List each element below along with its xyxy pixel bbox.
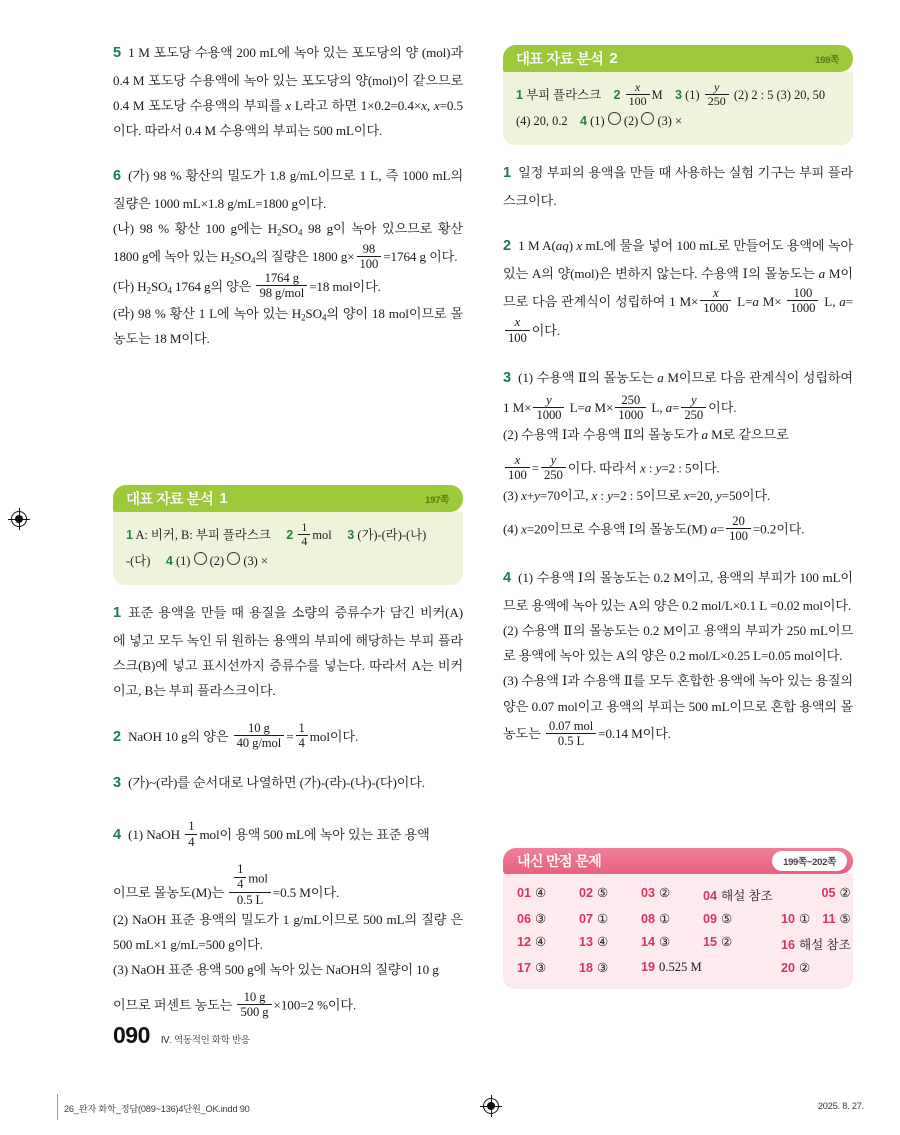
- answer-item: 05 ②: [821, 886, 851, 900]
- answer-number: 1: [126, 528, 134, 543]
- page-footer: [113, 1022, 250, 1049]
- answer-number: 3: [347, 528, 355, 543]
- panel-title: 내신 만점 문제: [517, 853, 602, 869]
- solution-block: [503, 233, 853, 345]
- answer-unit: mol: [312, 528, 332, 543]
- answer-item: 01 ④: [517, 886, 547, 900]
- solution-block: [503, 365, 853, 543]
- answer-item: 06 ③: [517, 912, 547, 926]
- fraction: $\frac{1}{4}$: [298, 521, 310, 549]
- answer-item: 09 ⑤: [703, 912, 733, 926]
- cross-mark-icon: ×: [675, 114, 683, 129]
- circle-mark-icon: [641, 112, 654, 125]
- answer-number: 3: [675, 88, 683, 103]
- solution-block: [113, 163, 463, 351]
- solution-text: (가)~(라)를 순서대로 나열하면 (가)-(라)-(나)-(다)이다.: [128, 774, 425, 790]
- panel-badge: 1: [219, 490, 228, 507]
- panel-page-ref: 199쪽~202쪽: [772, 851, 847, 871]
- panel-badge: 2: [609, 50, 618, 67]
- answer-item: 15 ②: [703, 935, 733, 949]
- solution-block: [113, 721, 463, 751]
- solution-text: (1) NaOH $\frac{1}{4}$ mol이 용액 500 mL에 녹아 있는 표준 용액 이므로 몰농도(M)는 $\frac{1}{4}$ mol 0.5 L =0.5 M이다. (2) NaOH 표준 용액의 밀도가 1 g/mL이므로 500 mL의 질량 은 500 mL×1 g/mL=500 g이다. (3) NaOH 표준 용액 500 g에 녹아 있는 NaOH의 질량이 10 g 이므로 퍼센트 농도는 $\frac{10 g}{500 g}$ ×100=2 %이다.: [113, 819, 463, 1020]
- solution-block: [503, 160, 853, 213]
- answer-item: 08 ①: [641, 912, 671, 926]
- answer-sub-label: (2) 2 : 5: [733, 88, 774, 103]
- data-analysis-panel-1: [113, 485, 463, 585]
- panel-title: 대표 자료 분석: [126, 492, 214, 508]
- answer-item: 20 ②: [781, 961, 811, 975]
- answer-item: 19 0.525 M: [641, 960, 702, 974]
- solution-text: 1 M 포도당 수용액 200 mL에 녹아 있는 포도당의 양 (mol)과 0.4 M 포도당 수용액에 녹아 있는 포도당의 양(mol)이 같으므로 0.4 M 포도당 수용액의 부피를 x L라고 하면 1×0.2=0.4×x, x=0.5이다. 따라서 0.4 M 수용액의 부피는 500 mL이다.: [113, 45, 463, 139]
- answer-sub-label: (2): [623, 114, 639, 129]
- solution-number: 1: [503, 165, 512, 181]
- answer-item: 13 ④: [579, 935, 609, 949]
- answer-sub-label: (3) 20, 50: [776, 88, 826, 103]
- answer-item: 10 ① 11 ⑤: [781, 912, 851, 926]
- data-analysis-panel-2: [503, 45, 853, 145]
- answer-item: 14 ③: [641, 935, 671, 949]
- answer-item: 17 ③: [517, 961, 547, 975]
- answer-value: A: 비커, B: 부피 플라스크: [135, 528, 271, 543]
- solution-block: [113, 770, 463, 798]
- panel-page-ref: 197쪽: [425, 494, 449, 506]
- solution-number: 5: [113, 45, 122, 61]
- solution-text: NaOH 10 g의 양은 $\frac{10 g}{\text{40 g/mol}}$ = $\frac{1}{4}$ mol이다.: [128, 721, 359, 751]
- cross-mark-icon: ×: [260, 554, 269, 569]
- answer-continuation: -(다): [126, 554, 151, 569]
- solution-block: [113, 819, 463, 1019]
- solution-number: 2: [503, 237, 512, 254]
- answer-sub-label: (2): [209, 554, 225, 569]
- answer-item: 04 해설 참조: [703, 889, 773, 903]
- fraction: $\frac{1}{4}$ mol 0.5 L: [229, 863, 271, 907]
- crop-tick-icon: [57, 1094, 58, 1120]
- answer-item: 03 ②: [641, 886, 671, 900]
- fraction: $\frac{10 g}{\text{40 g/mol}}$: [234, 721, 285, 750]
- panel-header: [113, 485, 463, 512]
- answer-grid: [517, 885, 851, 976]
- answer-item: 12 ④: [517, 935, 547, 949]
- chapter-title: Ⅳ. 역동적인 화학 반응: [160, 1035, 250, 1046]
- answer-sub-label: (3): [243, 554, 258, 569]
- panel-header: [503, 848, 853, 874]
- answer-value: (가)-(라)-(나): [357, 528, 427, 543]
- panel-title: 대표 자료 분석: [516, 52, 604, 68]
- solution-text: 표준 용액을 만들 때 용질을 소량의 증류수가 담긴 비커(A) 에 넣고 모두 녹인 뒤 원하는 용액의 부피에 해당하는 부피 플라스크(B)에 넣고 표시선까지 증류수를 넣는다. 따라서 A는 비커이고, B는 부피 플라스크이다.: [113, 605, 463, 699]
- answer-sub-label: (1): [685, 88, 700, 103]
- answer-number: 2: [613, 88, 621, 103]
- solution-text: 일정 부피의 용액을 만들 때 사용하는 실험 기구는 부피 플라스크이다.: [503, 165, 853, 208]
- solution-text: 1 M A(aq) x mL에 물을 넣어 100 mL로 만들어도 용액에 녹아 있는 A의 양(mol)은 변하지 않는다. 수용액 Ⅰ의 몰농도는 a M이므로 다음 관계식이 성립하여 1 M× $\frac{x}{1000}$ L=a M× $\frac{100}{1000}$ L, a= $\frac{x}{100}$ 이다.: [503, 237, 853, 345]
- solution-text: (가) 98 % 황산의 밀도가 1.8 g/mL이므로 1 L, 즉 1000 mL의 질량은 1000 mL×1.8 g/mL=1800 g이다. (나) 98 % 황산 100 g에는 $H_2SO_4$ 98 g이 녹아 있으므로 황산 1800 g에 녹아 있는 $H_2SO_4$의 질량은 1800 g× $\frac{98}{100}$ =1764 g 이다. (다) $H_2SO_4$ 1764 g의 양은 $\frac{1764 g}{\text{98 g/mol}}$ =18 mol이다. (라) 98 % 황산 1 L에 녹아 있는 $H_2SO_4$의 양이 18 mol이므로 몰농도는 18 M이다.: [113, 168, 464, 347]
- answer-number: 4: [580, 114, 588, 129]
- answer-sub-label: (1): [175, 554, 191, 569]
- solution-block: [113, 600, 463, 703]
- panel-body: [503, 72, 853, 145]
- solution-number: 4: [113, 827, 122, 844]
- left-column: [113, 40, 463, 365]
- fraction: $\frac{1}{4}$: [185, 819, 197, 848]
- print-filename: 26_완자 화학_정답(089~136)4단원_OK.indd 90: [64, 1104, 250, 1114]
- left-column-lower: [113, 600, 463, 1034]
- answer-item: 18 ③: [579, 961, 609, 975]
- panel-page-ref: 198쪽: [815, 54, 839, 66]
- solution-number: 1: [113, 605, 122, 621]
- circle-mark-icon: [608, 112, 621, 125]
- answer-sub-label: (3): [657, 114, 672, 129]
- circle-mark-icon: [194, 552, 207, 565]
- circle-mark-icon: [227, 552, 240, 565]
- fraction: $\frac{y}{250}$: [705, 81, 729, 109]
- answer-sub-label: (4) 20, 0.2: [516, 114, 568, 129]
- exam-problems-panel: [503, 848, 853, 989]
- fraction: $\frac{10 g}{500 g}$: [237, 990, 271, 1019]
- answer-number: 1: [516, 88, 524, 103]
- fraction: $\frac{x}{100}$: [626, 81, 650, 109]
- answer-item: 07 ①: [579, 912, 609, 926]
- print-date: 2025. 8. 27.: [817, 1101, 864, 1111]
- registration-mark-icon: [8, 508, 30, 530]
- answer-item: 02 ⑤: [579, 886, 609, 900]
- solution-number: 6: [113, 168, 122, 185]
- solution-block: [113, 40, 463, 143]
- answer-number: 4: [165, 554, 173, 569]
- answer-number: 2: [286, 528, 294, 543]
- page-number: 090: [113, 1022, 150, 1048]
- solution-number: 3: [113, 774, 122, 791]
- panel-body: [113, 512, 463, 585]
- print-info-bar: [0, 1098, 900, 1120]
- solution-number: 3: [503, 369, 512, 386]
- solution-text: (1) 수용액 Ⅱ의 몰농도는 a M이므로 다음 관계식이 성립하여 1 M× $\frac{y}{1000}$ L=a M× $\frac{250}{1000}$ L, a= $\frac{y}{250}$ 이다. (2) 수용액 Ⅰ과 수용액 Ⅱ의 몰농도가 a M로 같으므로 $\frac{x}{100}$ = $\frac{y}{250}$ 이다. 따라서 x : y=2 : 5이다. (3) x+y=70이고, x : y=2 : 5이므로 x=20, y=50이다. (4) x=20이므로 수용액 Ⅰ의 몰농도(M) a= $\frac{20}{100}$ =0.2이다.: [503, 369, 853, 543]
- answer-sub-label: (1): [590, 114, 605, 129]
- fraction: $\frac{1}{4}$: [296, 721, 308, 750]
- solution-number: 2: [113, 728, 122, 745]
- panel-header: [503, 45, 853, 72]
- right-column: [503, 160, 853, 762]
- answer-unit: M: [651, 88, 663, 103]
- panel-body: [503, 874, 853, 989]
- solution-text: (1) 수용액 Ⅰ의 몰농도는 0.2 M이고, 용액의 부피가 100 mL이므로 용액에 녹아 있는 A의 양은 0.2 mol/L×0.1 L =0.02 mol이다. (2) 수용액 Ⅱ의 몰농도는 0.2 M이고 용액의 부피가 250 mL이므로 용액에 녹아 있는 A의 양은 0.2 mol/L×0.25 L=0.05 mol이다. (3) 수용액 Ⅰ과 수용액 Ⅱ를 모두 혼합한 용액에 녹아 있는 용질의 양은 0.07 mol이고 용액의 부피는 500 mL이므로 혼합 용액의 몰농도는 $\frac{\text{0.07 mol}}{0.5 L}$ =0.14 M이다.: [503, 570, 853, 748]
- answer-item: 16 해설 참조: [781, 938, 851, 952]
- solution-number: 4: [503, 570, 512, 587]
- solution-block: [503, 565, 853, 748]
- answer-value: 부피 플라스크: [526, 88, 602, 103]
